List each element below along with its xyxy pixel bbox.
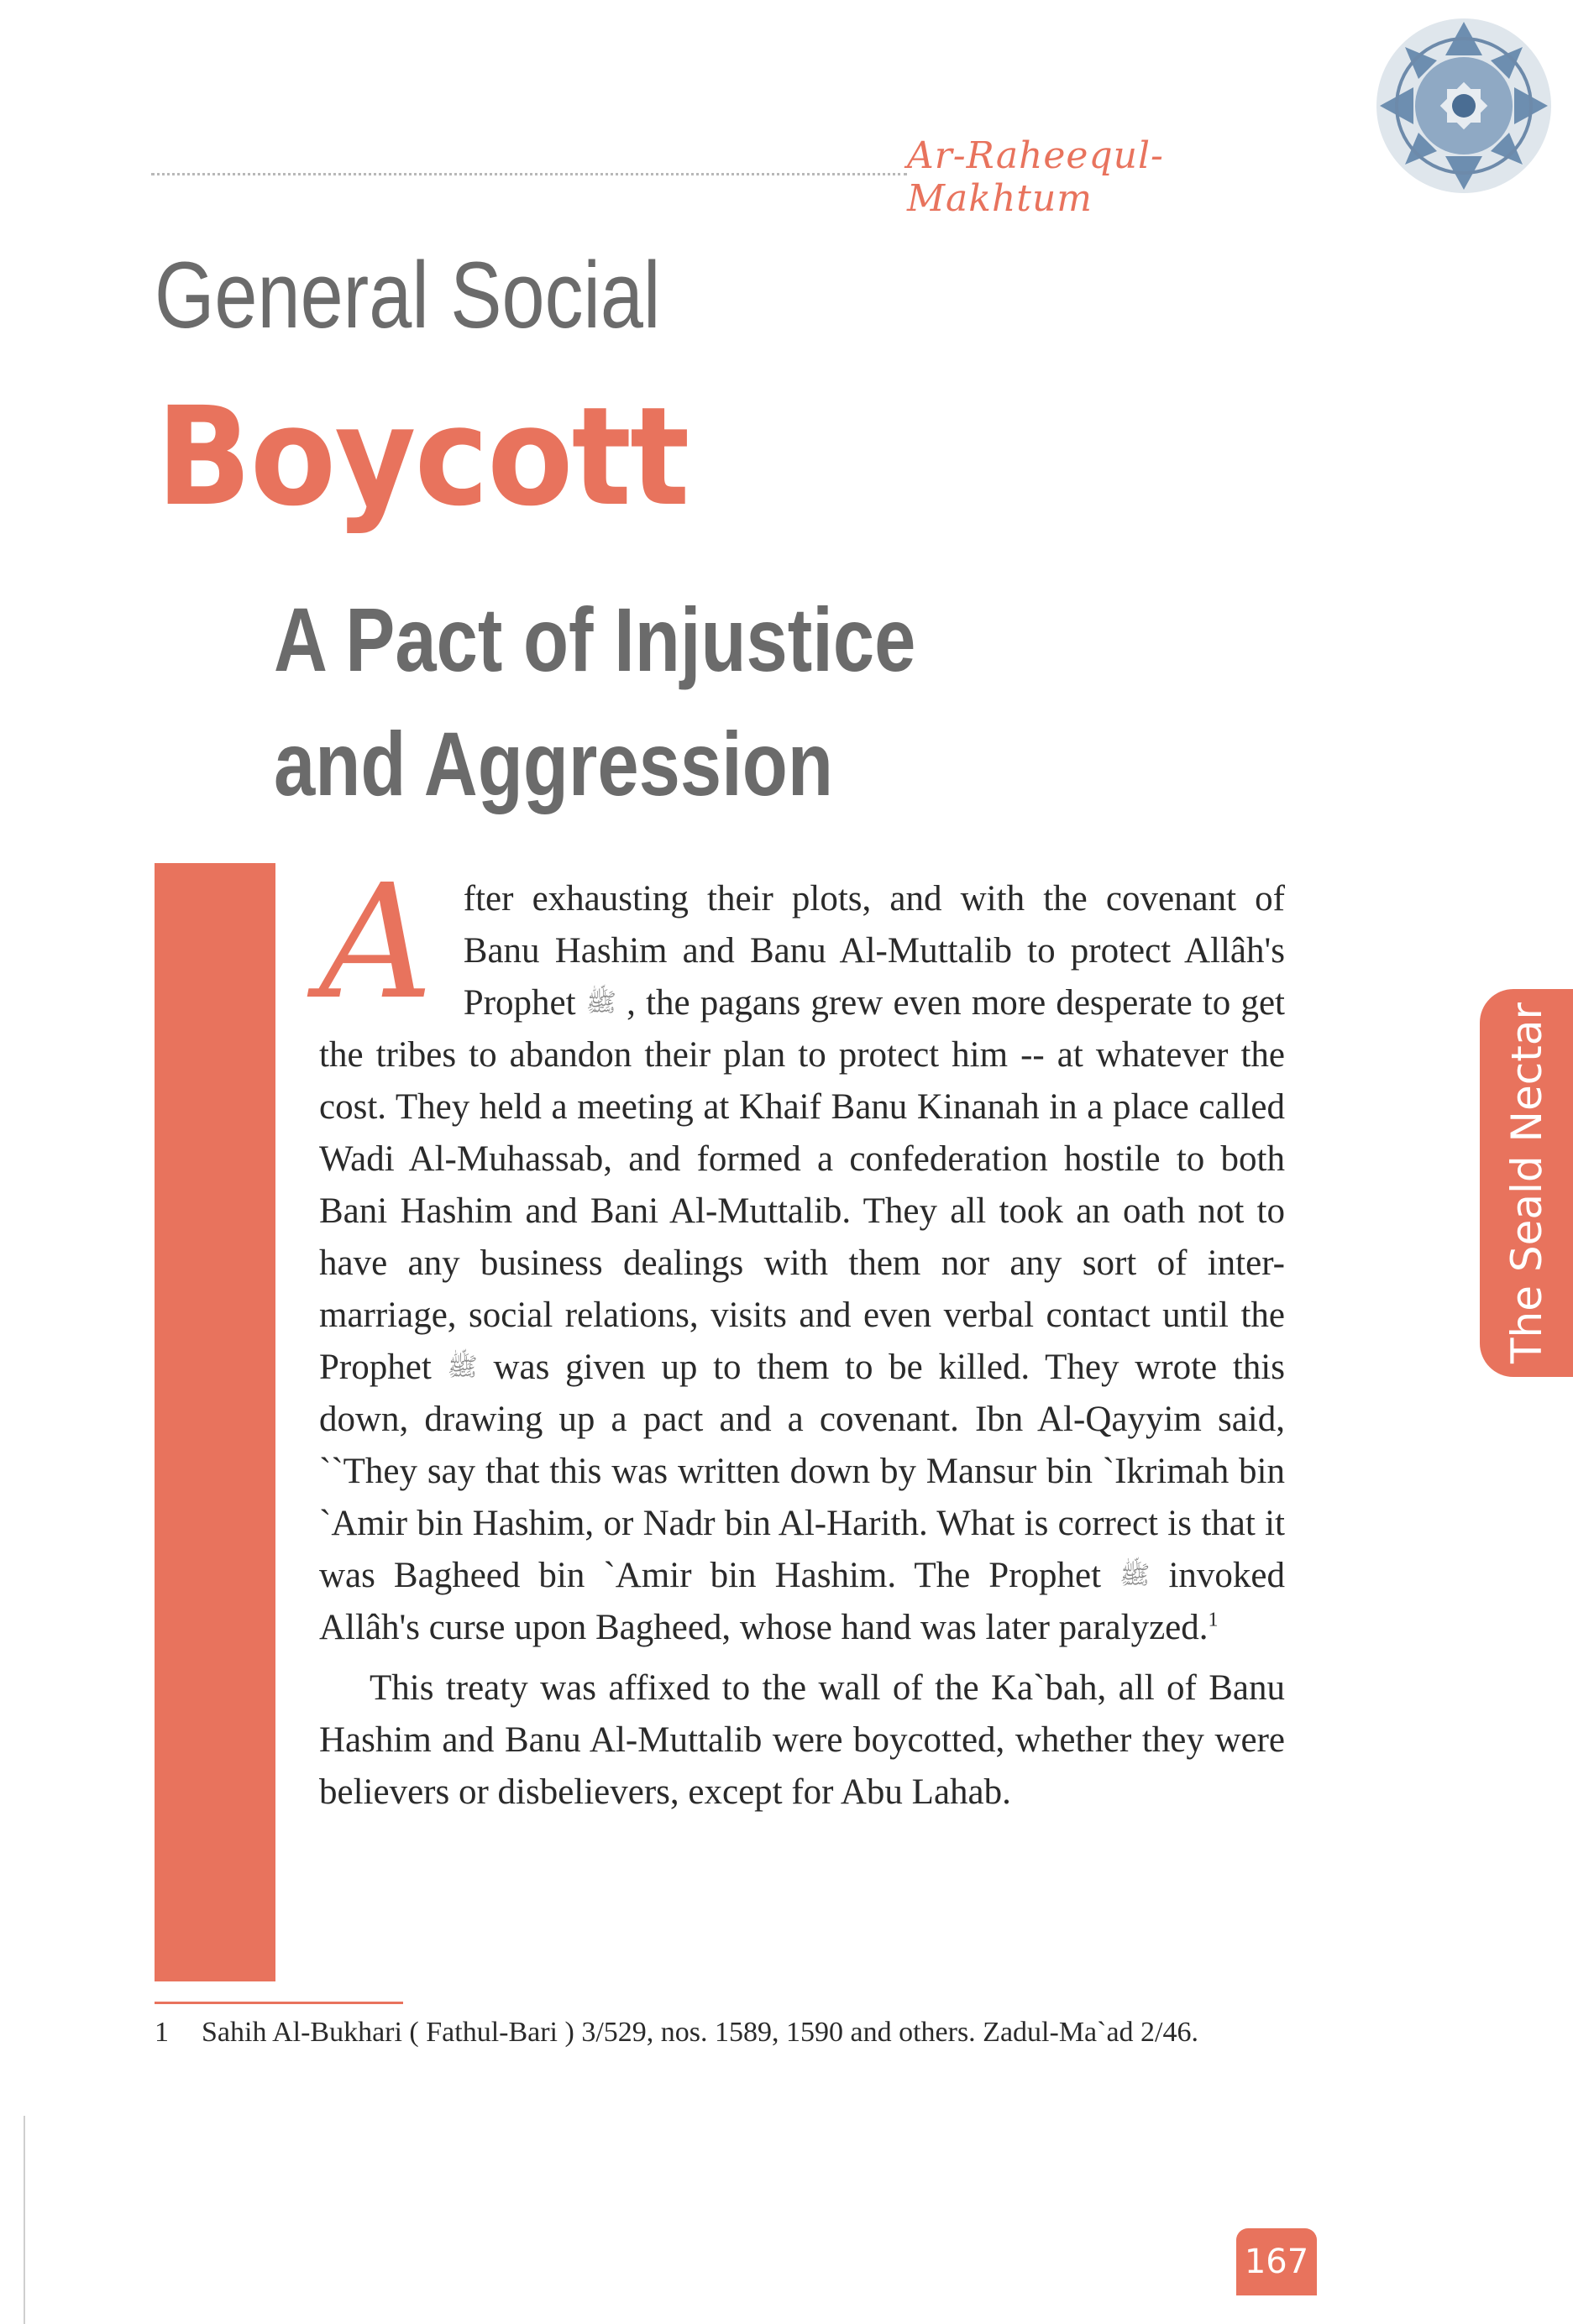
decorative-side-bar: [155, 863, 275, 1981]
footnote-number: 1: [155, 2017, 169, 2048]
body-text: [319, 851, 1285, 1827]
subtitle: [274, 578, 915, 826]
title-line-general-social: General Social: [155, 243, 661, 348]
footnote-reference[interactable]: 1: [1208, 1609, 1219, 1631]
subtitle-line-2: and Aggression: [274, 713, 833, 814]
paragraph-1-part-c: was given up to them to be killed. They wrote this down, drawing up a pact and a covenant. Ibn Al-Qayyim said, ``They say that this was written down by Mansur bin `Ikrimah bin `Amir bin Hashim, or Nadr bin Al-Harith. What is correct is that it was Bagheed bin `Amir bin Hashim. The Prophet: [319, 1348, 1285, 1595]
running-head: Ar-Raheequl-Makhtum: [907, 134, 1164, 220]
footnote: [155, 2012, 1322, 2054]
dropcap: A: [319, 851, 433, 1034]
title-line-boycott: Boycott: [156, 379, 689, 537]
page-number: 167: [1236, 2228, 1317, 2295]
side-tab: [1480, 989, 1573, 1377]
page-edge-line: [24, 2116, 25, 2324]
paragraph-1-part-a: fter exhausting their plots, and with the covenant of Banu Hashim and Banu Al-Muttalib to protect Allâh's Prophet: [463, 879, 1285, 1023]
side-tab-label: The Seald Nectar: [1502, 1002, 1551, 1364]
paragraph-1: [319, 851, 1285, 1654]
pbuh-icon: ﷺ: [1119, 1562, 1151, 1589]
pbuh-icon: ﷺ: [447, 1353, 478, 1381]
subtitle-line-1: A Pact of Injustice: [274, 589, 916, 690]
paragraph-1-part-b: , the pagans grew even more desperate to get the tribes to abandon their plan to protect him -- at whatever the cost. They held a meeting at Khaif Banu Kinanah in a place called Wadi Al-Muhassab, and formed a confederation hostile to both Bani Hashim and Bani Al-Muttalib. They all took an oath not to have any business dealings with them nor any sort of inter-marriage, social relations, visits and even verbal contact until the Prophet: [319, 983, 1285, 1387]
footnote-text: Sahih Al-Bukhari ( Fathul-Bari ) 3/529, nos. 1589, 1590 and others. Zadul-Ma`ad 2/46.: [202, 2017, 1198, 2048]
paragraph-1-part-d: invoked Allâh's curse upon Bagheed, whose hand was later paralyzed.: [319, 1556, 1285, 1647]
header-rule: [151, 173, 907, 175]
islamic-rosette-ornament-icon: [1365, 15, 1558, 202]
pbuh-icon: ﷺ: [585, 989, 616, 1017]
footnote-rule: [155, 2002, 403, 2004]
paragraph-2: This treaty was affixed to the wall of the Ka`bah, all of Banu Hashim and Banu Al-Muttalib were boycotted, whether they were believers or disbelievers, except for Abu Lahab.: [319, 1668, 1285, 1812]
